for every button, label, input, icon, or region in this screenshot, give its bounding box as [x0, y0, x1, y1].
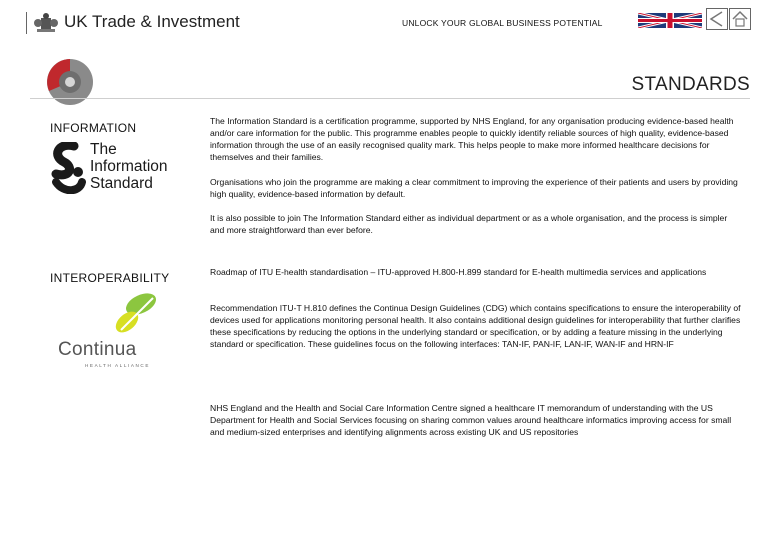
logo-line: Standard — [90, 175, 153, 192]
top-bar — [0, 0, 780, 44]
information-standard-mark-icon — [50, 142, 86, 194]
logo-line: The — [90, 141, 117, 158]
crest-icon — [33, 12, 59, 34]
information-paragraph-3: It is also possible to join The Information Standard either as individual department or as a whole organisation, and the process is simpler and more straightforward than ever before. — [210, 213, 728, 235]
brand-divider — [26, 12, 27, 34]
interoperability-heading: INTEROPERABILITY — [50, 271, 170, 285]
information-paragraph-1: The Information Standard is a certification programme, supported by NHS England, for any organisation producing evidence-based health and/or care information for the public. This programme enables people to quickly identify reliable sources of high quality, evidence-based information through the use of an easily recognised quality mark. This helps people to make more informed healthcare decisions for themselves and their families. — [210, 116, 734, 162]
home-icon — [730, 9, 750, 29]
information-heading: INFORMATION — [50, 121, 137, 135]
union-flag-icon — [638, 13, 702, 28]
interoperability-paragraph-3: NHS England and the Health and Social Care Information Centre signed a healthcare IT memorandum of understanding with the US Department for Health and Social Services focusing on sharing common values around healthcare informatics improving access for small and medium-sized enterprises and identifying alignments across existing UK and US repositories — [210, 403, 732, 437]
logo-line: Information — [90, 158, 168, 175]
continua-wordmark: Continua — [58, 339, 137, 360]
tagline: UNLOCK YOUR GLOBAL BUSINESS POTENTIAL — [402, 18, 603, 28]
page-title: STANDARDS — [631, 74, 750, 95]
home-button[interactable] — [729, 8, 751, 30]
brand-name: UK Trade & Investment — [64, 12, 240, 31]
information-standard-wordmark — [90, 141, 168, 192]
interoperability-paragraph-2: Recommendation ITU-T H.810 defines the Continua Design Guidelines (CDG) which contains specifications to ensure the interoperability of devices used for applications monitoring personal health. It also contains additional design guidelines for interoperability that further clarifies these specifications by reducing the options in the underlying standard or specification, or by adding a feature missing in the underlying standard or specification. These guidelines focus on the following interfaces: TAN-IF, PAN-IF, LAN-IF, WAN-IF and HRN-IF — [210, 303, 741, 349]
information-paragraph-2: Organisations who join the programme are making a clear commitment to improving the experience of their patients and users by providing high quality, evidence-based information by default. — [210, 177, 738, 199]
interoperability-paragraph-1: Roadmap of ITU E-health standardisation – ITU-approved H.800-H.899 standard for E-health multimedia services and applications — [210, 267, 707, 277]
information-standard-logo — [50, 141, 192, 195]
back-button[interactable] — [706, 8, 728, 30]
back-icon — [707, 9, 727, 29]
continua-subtitle: HEALTH ALLIANCE — [85, 363, 151, 368]
continua-leaf-icon — [113, 292, 159, 334]
continua-logo — [58, 292, 168, 376]
title-divider — [30, 98, 750, 99]
